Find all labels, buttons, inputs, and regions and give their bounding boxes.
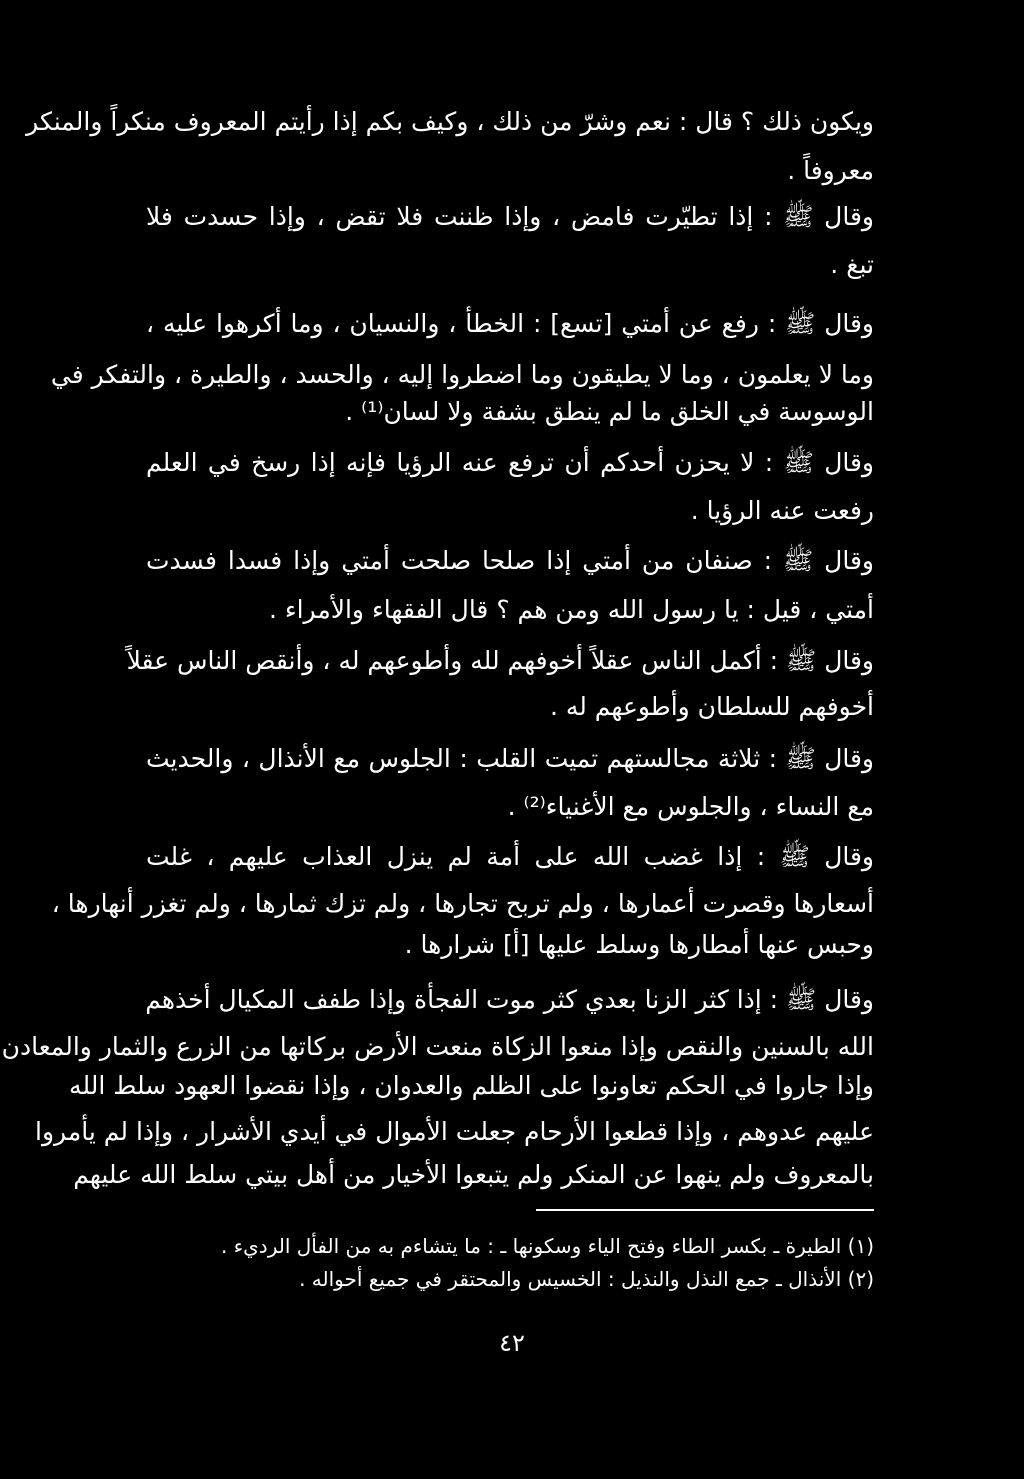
text-line: وإذا جاروا في الحكم تعاونوا على الظلم والعدوان ، وإذا نقضوا العهود سلط الله bbox=[69, 1071, 874, 1100]
page-number: ٤٢ bbox=[499, 1329, 525, 1357]
text-line: ويكون ذلك ؟ قال : نعم وشرّ من ذلك ، وكيف بكم إذا رأيتم المعروف منكراً والمنكر bbox=[26, 107, 874, 136]
text-line: وقال ﷺ : ثلاثة مجالستهم تميت القلب : الجلوس مع الأنذال ، والحديث bbox=[146, 744, 874, 773]
footnote: (٢) الأنذال ـ جمع النذل والنذيل : الخسيس والمحتقر في جميع أحواله . bbox=[299, 1267, 874, 1291]
text-line: تبغ . bbox=[830, 250, 874, 279]
text-line: أمتي ، قيل : يا رسول الله ومن هم ؟ قال الفقهاء والأمراء . bbox=[268, 595, 874, 624]
text-line: أسعارها وقصرت أعمارها ، ولم تربح تجارها ، ولم تزك ثمارها ، ولم تغزر أنهارها ، bbox=[51, 889, 874, 918]
text-line: وقال ﷺ : إذا غضب الله على أمة لم ينزل العذاب عليهم ، غلت bbox=[146, 842, 874, 871]
text-line: وقال ﷺ : أكمل الناس عقلاً أخوفهم لله وأطوعهم له ، وأنقص الناس عقلاً bbox=[126, 646, 874, 675]
text-line: وحبس عنها أمطارها وسلط عليها [أ] شرارها . bbox=[404, 930, 874, 959]
footnote-divider bbox=[536, 1209, 874, 1211]
text-line: وقال ﷺ : إذا تطيّرت فامض ، وإذا ظننت فلا تقض ، وإذا حسدت فلا bbox=[146, 202, 874, 231]
text-line: الوسوسة في الخلق ما لم ينطق بشفة ولا لسان⁽¹⁾ . bbox=[345, 397, 874, 426]
text-line: وقال ﷺ : صنفان من أمتي إذا صلحا صلحت أمتي وإذا فسدا فسدت bbox=[146, 546, 874, 575]
text-line: الله بالسنين والنقص وإذا منعوا الزكاة منعت الأرض بركاتها من الزرع والثمار والمعادن bbox=[1, 1032, 874, 1061]
text-line: رفعت عنه الرؤيا . bbox=[690, 496, 874, 525]
text-line: وقال ﷺ : إذا كثر الزنا بعدي كثر موت الفجأة وإذا طفف المكيال أخذهم bbox=[145, 985, 874, 1014]
footnote: (١) الطيرة ـ بكسر الطاء وفتح الياء وسكونها ـ : ما يتشاءم به من الفأل الرديء . bbox=[221, 1234, 874, 1258]
text-line: وقال ﷺ : رفع عن أمتي [تسع] : الخطأ ، والنسيان ، وما أكرهوا عليه ، bbox=[146, 309, 874, 338]
text-line: عليهم عدوهم ، وإذا قطعوا الأرحام جعلت الأموال في أيدي الأشرار ، وإذا لم يأمروا bbox=[35, 1117, 874, 1146]
text-line: أخوفهم للسلطان وأطوعهم له . bbox=[549, 692, 874, 721]
text-line: وما لا يعلمون ، وما لا يطيقون وما اضطروا إليه ، والحسد ، والطيرة ، والتفكر في bbox=[50, 360, 874, 389]
text-line: مع النساء ، والجلوس مع الأغنياء⁽²⁾ . bbox=[507, 792, 874, 821]
text-line: معروفاً . bbox=[787, 156, 874, 185]
text-line: بالمعروف ولم ينهوا عن المنكر ولم يتبعوا الأخيار من أهل بيتي سلط الله عليهم bbox=[73, 1160, 874, 1189]
text-line: وقال ﷺ : لا يحزن أحدكم أن ترفع عنه الرؤيا فإنه إذا رسخ في العلم bbox=[146, 448, 874, 477]
